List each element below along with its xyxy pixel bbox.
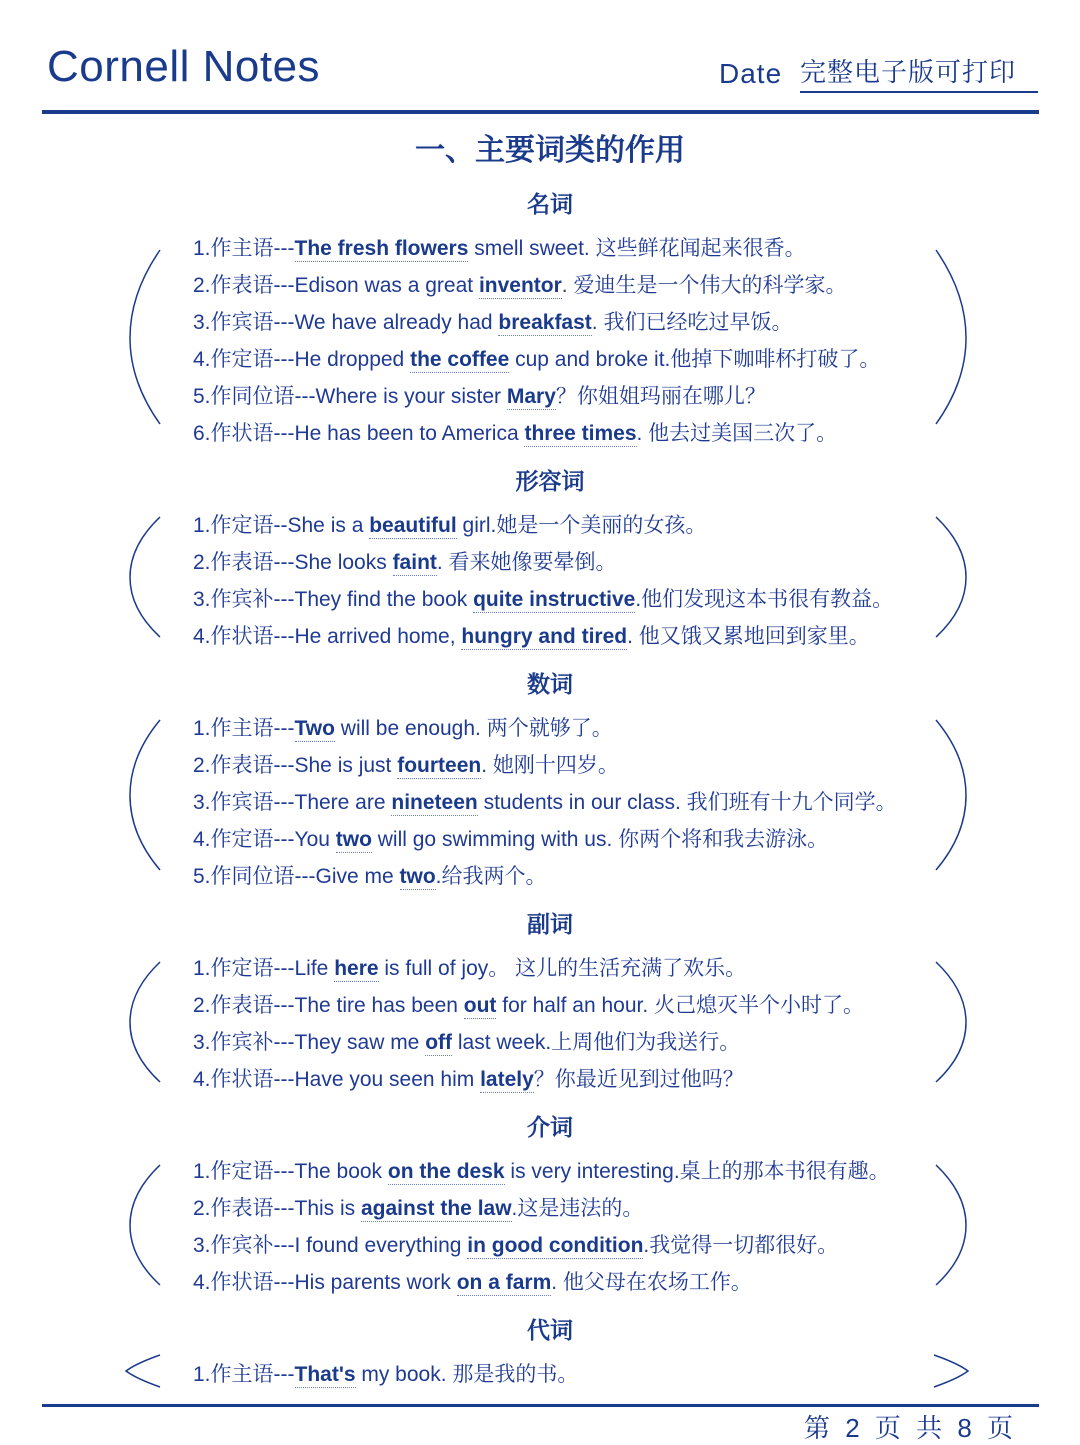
header-title: Cornell Notes bbox=[47, 42, 321, 91]
list-item: 1.作主语---Two will be enough. 两个就够了。 bbox=[193, 717, 613, 740]
section-title-adverbs: 副词 bbox=[527, 911, 573, 937]
left-bracket-decoration bbox=[118, 515, 168, 640]
list-item: 5.作同位语---Give me two.给我两个。 bbox=[193, 865, 547, 888]
left-bracket-decoration bbox=[118, 718, 168, 873]
right-bracket-decoration bbox=[928, 960, 978, 1085]
list-item: 3.作宾补---They saw me off last week.上周他们为我送行。 bbox=[193, 1031, 741, 1054]
right-bracket-decoration bbox=[928, 718, 978, 873]
list-item: 2.作表语---The tire has been out for half an hour. 火己熄灭半个小时了。 bbox=[193, 994, 865, 1017]
top-divider bbox=[42, 110, 1039, 114]
section-title-numerals: 数词 bbox=[527, 671, 573, 697]
list-item: 4.作状语---Have you seen him lately？你最近见到过他吗？ bbox=[193, 1068, 744, 1091]
list-item: 6.作状语---He has been to America three times. 他去过美国三次了。 bbox=[193, 422, 838, 445]
section-title-pronouns: 代词 bbox=[527, 1317, 573, 1343]
bottom-divider bbox=[42, 1404, 1039, 1407]
right-bracket-decoration bbox=[928, 1352, 972, 1390]
left-bracket-decoration bbox=[118, 248, 168, 428]
list-item: 1.作主语---The fresh flowers smell sweet. 这些鲜花闻起来很香。 bbox=[193, 237, 806, 260]
left-bracket-decoration bbox=[122, 1352, 166, 1390]
list-item: 1.作定语--She is a beautiful girl.她是一个美丽的女孩。 bbox=[193, 514, 707, 537]
list-item: 3.作宾语---There are nineteen students in our class. 我们班有十九个同学。 bbox=[193, 791, 897, 814]
list-item: 2.作表语---This is against the law.这是违法的。 bbox=[193, 1197, 644, 1220]
section-title-adjectives: 形容词 bbox=[515, 468, 585, 494]
list-item: 2.作表语---She looks faint. 看来她像要晕倒。 bbox=[193, 551, 617, 574]
main-title: 一、主要词类的作用 bbox=[415, 134, 685, 167]
list-item: 1.作主语---That's my book. 那是我的书。 bbox=[193, 1363, 579, 1386]
section-title-nouns: 名词 bbox=[527, 191, 573, 217]
list-item: 1.作定语---Life here is full of joy。 这儿的生活充满了欢乐。 bbox=[193, 957, 747, 980]
list-item: 2.作表语---She is just fourteen. 她刚十四岁。 bbox=[193, 754, 619, 777]
right-bracket-decoration bbox=[928, 1163, 978, 1288]
section-title-prepositions: 介词 bbox=[527, 1114, 573, 1140]
date-value: 完整电子版可打印 bbox=[800, 52, 1038, 93]
list-item: 5.作同位语---Where is your sister Mary？你姐姐玛丽在哪儿？ bbox=[193, 385, 766, 408]
list-item: 4.作状语---He arrived home, hungry and tired. 他又饿又累地回到家里。 bbox=[193, 625, 870, 648]
right-bracket-decoration bbox=[928, 248, 978, 428]
right-bracket-decoration bbox=[928, 515, 978, 640]
list-item: 3.作宾补---I found everything in good condition.我觉得一切都很好。 bbox=[193, 1234, 839, 1257]
left-bracket-decoration bbox=[118, 960, 168, 1085]
list-item: 4.作状语---His parents work on a farm. 他父母在农场工作。 bbox=[193, 1271, 752, 1294]
list-item: 4.作定语---You two will go swimming with us. 你两个将和我去游泳。 bbox=[193, 828, 829, 851]
list-item: 2.作表语---Edison was a great inventor. 爱迪生是一个伟大的科学家。 bbox=[193, 274, 847, 297]
date-label: Date bbox=[719, 58, 783, 89]
list-item: 1.作定语---The book on the desk is very interesting.桌上的那本书很有趣。 bbox=[193, 1160, 890, 1183]
left-bracket-decoration bbox=[118, 1163, 168, 1288]
page-number: 第 2 页 共 8 页 bbox=[804, 1413, 1018, 1443]
list-item: 4.作定语---He dropped the coffee cup and broke it.他掉下咖啡杯打破了。 bbox=[193, 348, 881, 371]
list-item: 3.作宾语---We have already had breakfast. 我们已经吃过早饭。 bbox=[193, 311, 793, 334]
list-item: 3.作宾补---They find the book quite instructive.他们发现这本书很有教益。 bbox=[193, 588, 894, 611]
